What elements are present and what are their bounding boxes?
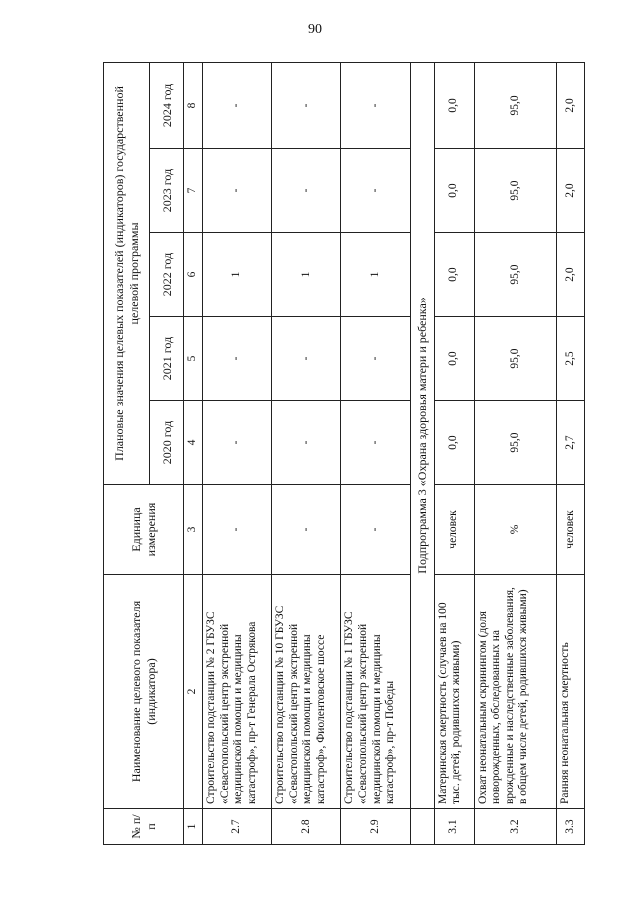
- table-row: [434, 62, 474, 844]
- indicators-table: [103, 62, 585, 845]
- table-row: [556, 62, 584, 844]
- row-value: 2,0: [556, 233, 584, 317]
- row-unit: -: [341, 485, 410, 575]
- column-number: 4: [184, 401, 203, 485]
- row-value: 95,0: [474, 317, 556, 401]
- indicators-table-rotated: [103, 63, 585, 845]
- row-value: -: [341, 317, 410, 401]
- row-value: 95,0: [474, 401, 556, 485]
- row-value: 0,0: [434, 317, 474, 401]
- row-num: 2.9: [341, 809, 410, 845]
- row-value: -: [203, 401, 272, 485]
- row-unit: %: [474, 485, 556, 575]
- subprogram-title: Подпрограмма 3 «Охрана здоровья матери и ребенка»: [410, 62, 434, 808]
- row-num: 2.7: [203, 809, 272, 845]
- row-num: 3.1: [434, 809, 474, 845]
- row-num: 2.8: [272, 809, 341, 845]
- row-value: -: [272, 401, 341, 485]
- row-name: Строительство подстанции № 1 ГБУЗС «Севастопольский центр экстренной медицинской помощи и медицины катастроф», пр-т Победы: [341, 575, 410, 809]
- row-value: 2,7: [556, 401, 584, 485]
- row-value: -: [341, 401, 410, 485]
- row-name: Строительство подстанции № 2 ГБУЗС «Севастопольский центр экстренной медицинской помощи и медицины катастроф», пр-т Генерала Острякова: [203, 575, 272, 809]
- row-value: 95,0: [474, 62, 556, 148]
- row-value: -: [203, 62, 272, 148]
- row-unit: -: [272, 485, 341, 575]
- header-unit: Единица измерения: [104, 485, 184, 575]
- row-name: Ранняя неонатальная смертность: [556, 575, 584, 809]
- row-value: 0,0: [434, 401, 474, 485]
- column-number: 6: [184, 233, 203, 317]
- row-value: -: [272, 317, 341, 401]
- row-value: -: [203, 149, 272, 233]
- row-value: 0,0: [434, 233, 474, 317]
- row-num: 3.2: [474, 809, 556, 845]
- subprogram-spacer: [410, 809, 434, 845]
- row-unit: человек: [434, 485, 474, 575]
- header-num: № п/п: [104, 809, 184, 845]
- page-number: 90: [308, 22, 322, 37]
- row-value: 1: [341, 233, 410, 317]
- row-value: 2,5: [556, 317, 584, 401]
- column-number: 2: [184, 575, 203, 809]
- row-num: 3.3: [556, 809, 584, 845]
- header-year: 2023 год: [150, 149, 184, 233]
- table-row: [203, 62, 272, 844]
- column-number: 5: [184, 317, 203, 401]
- header-year: 2020 год: [150, 401, 184, 485]
- row-value: 0,0: [434, 62, 474, 148]
- column-number: 1: [184, 809, 203, 845]
- row-value: 0,0: [434, 149, 474, 233]
- row-value: 95,0: [474, 233, 556, 317]
- table-row: [341, 62, 410, 844]
- row-value: 1: [272, 233, 341, 317]
- header-year: 2024 год: [150, 62, 184, 148]
- column-number: 3: [184, 485, 203, 575]
- row-name: Материнская смертность (случаев на 100 тыс. детей, родившихся живыми): [434, 575, 474, 809]
- row-unit: человек: [556, 485, 584, 575]
- subprogram-row: [410, 62, 434, 844]
- row-value: -: [203, 317, 272, 401]
- row-value: 2,0: [556, 149, 584, 233]
- column-number: 8: [184, 62, 203, 148]
- row-name: Охват неонатальным скринингом (доля новорожденных, обследованных на врожденные и наследственные заболевания, в общем числе детей, родившихся живыми): [474, 575, 556, 809]
- row-value: -: [272, 62, 341, 148]
- row-value: -: [272, 149, 341, 233]
- row-name: Строительство подстанции № 10 ГБУЗС «Севастопольский центр экстренной медицинской помощи и медицины катастроф», Фиолентовское шоссе: [272, 575, 341, 809]
- column-number: 7: [184, 149, 203, 233]
- header-plan: Плановые значения целевых показателей (индикаторов) государственной целевой программы: [104, 62, 150, 484]
- column-numbers-row: [184, 62, 203, 844]
- row-unit: -: [203, 485, 272, 575]
- row-value: 95,0: [474, 149, 556, 233]
- header-year: 2021 год: [150, 317, 184, 401]
- header-name: Наименование целевого показателя (индикатора): [104, 575, 184, 809]
- row-value: -: [341, 149, 410, 233]
- row-value: 2,0: [556, 62, 584, 148]
- row-value: 1: [203, 233, 272, 317]
- table-header-row: [104, 62, 150, 844]
- table-row: [272, 62, 341, 844]
- row-value: -: [341, 62, 410, 148]
- table-row: [474, 62, 556, 844]
- header-year: 2022 год: [150, 233, 184, 317]
